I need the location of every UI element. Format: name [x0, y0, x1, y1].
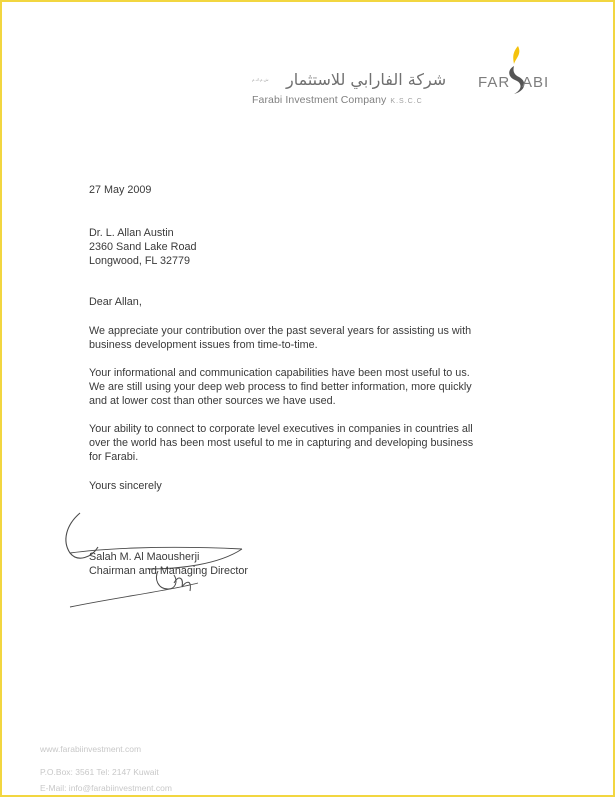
address-line: 2360 Sand Lake Road [89, 241, 197, 253]
paragraph-line: business development issues from time-to-time. [89, 339, 318, 351]
letter-date: 27 May 2009 [89, 184, 152, 196]
address-line: Longwood, FL 32779 [89, 255, 191, 267]
paragraph-1 [89, 324, 471, 352]
signer-title: Chairman and Managing Director [89, 565, 249, 577]
letterhead-english-name [252, 94, 423, 106]
closing: Yours sincerely [89, 480, 162, 492]
paragraph-line: Your informational and communication capabilities have been most useful to us. [89, 367, 470, 379]
logo-text-far: FAR [478, 74, 511, 91]
paragraph-3 [89, 422, 473, 464]
recipient-address [89, 226, 196, 268]
paragraph-line: over the world has been most useful to me in capturing and developing business [89, 437, 474, 449]
paragraph-line: We appreciate your contribution over the past several years for assisting us with [89, 325, 472, 337]
letterhead-arabic-name: شركة الفارابي للاستثمار [286, 70, 447, 89]
logo-text-abi: ABI [522, 74, 550, 91]
paragraph-line: We are still using your deep web process to find better information, more quickly [89, 381, 472, 393]
paragraph-line: for Farabi. [89, 451, 139, 463]
footer-website: www.farabiinvestment.com [40, 744, 142, 754]
company-name: Farabi Investment Company [252, 94, 387, 106]
letterhead-arabic-suffix: ش.م.ك.م [252, 77, 269, 82]
paragraph-2 [89, 366, 472, 408]
paragraph-line: and at lower cost than other sources we have used. [89, 395, 336, 407]
paragraph-line: Your ability to connect to corporate level executives in companies in countries all [89, 423, 473, 435]
salutation: Dear Allan, [89, 296, 142, 308]
signer-name: Salah M. Al Maousherji [89, 551, 200, 563]
footer-email: E-Mail: info@farabiinvestment.com [40, 783, 172, 793]
company-suffix: K.S.C.C [390, 98, 423, 105]
address-line: Dr. L. Allan Austin [89, 227, 174, 239]
footer-address: P.O.Box: 3561 Tel: 2147 Kuwait [40, 767, 159, 777]
signer-block [89, 550, 248, 578]
